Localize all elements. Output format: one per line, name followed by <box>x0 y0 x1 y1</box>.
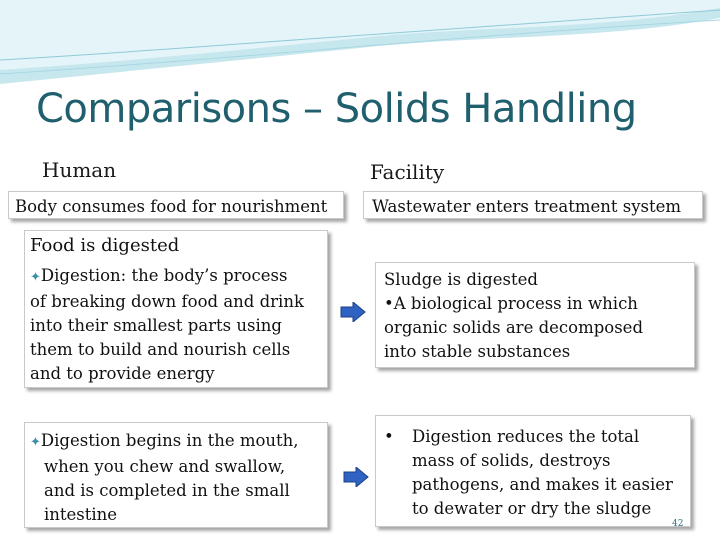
reduces-line: Digestion reduces the total <box>412 427 640 446</box>
facility-column-header: Facility <box>370 160 445 184</box>
human-consumes-text: Body consumes food for nourishment <box>15 197 328 216</box>
bullet-icon: • <box>384 294 394 313</box>
human-column-header: Human <box>42 158 117 182</box>
decorative-wave-banner <box>0 0 720 90</box>
def-line: of breaking down food and drink <box>30 292 304 311</box>
def-line: and to provide energy <box>30 364 215 383</box>
digestion-reduces <box>412 425 673 521</box>
sludge-line: into stable substances <box>384 342 571 361</box>
def-line: them to build and nourish cells <box>30 340 291 359</box>
def-line: into their smallest parts using <box>30 316 282 335</box>
digestion-definition <box>30 264 304 386</box>
page-number: 42 <box>672 519 684 529</box>
def-line: Digestion: the body’s process <box>40 266 288 285</box>
bullet-icon: ✦ <box>30 435 41 450</box>
sludge-line: Sludge is digested <box>384 270 538 289</box>
digestion-begins <box>30 429 299 527</box>
sludge-digested-box <box>375 262 695 368</box>
begins-line: Digestion begins in the mouth, <box>40 431 299 450</box>
begins-line: when you chew and swallow, <box>44 457 286 476</box>
facility-enters-box <box>363 191 703 219</box>
reduces-line: mass of solids, destroys <box>412 451 611 470</box>
begins-line: intestine <box>44 505 118 524</box>
right-arrow-icon <box>343 467 369 487</box>
bullet-icon: ✦ <box>30 270 41 285</box>
reduces-line: to dewater or dry the sludge <box>412 499 652 518</box>
bullet-icon: • <box>384 427 394 446</box>
food-digested-heading: Food is digested <box>30 235 180 256</box>
begins-line: and is completed in the small <box>44 481 290 500</box>
human-consumes-box <box>8 191 344 219</box>
right-arrow-icon <box>340 302 366 322</box>
facility-enters-text: Wastewater enters treatment system <box>372 197 682 216</box>
slide-title: Comparisons – Solids Handling <box>36 86 637 132</box>
sludge-line: organic solids are decomposed <box>384 318 644 337</box>
reduces-line: pathogens, and makes it easier <box>412 475 673 494</box>
sludge-line: A biological process in which <box>393 294 638 313</box>
